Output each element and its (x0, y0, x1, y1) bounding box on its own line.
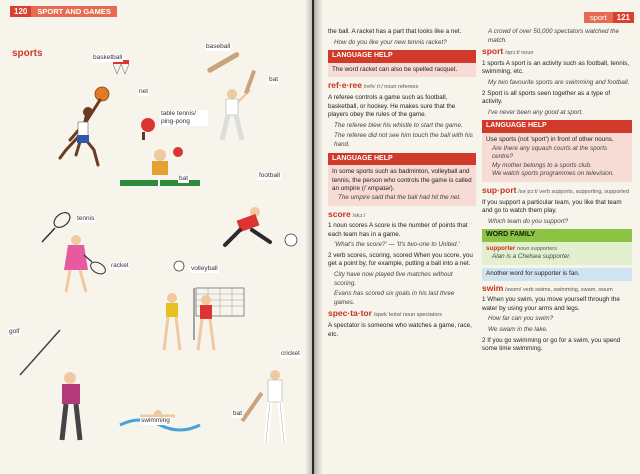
another-word-note: Another word for supporter is fan. (482, 268, 632, 281)
entry-support (482, 186, 632, 197)
language-help-box (482, 133, 632, 182)
word-family-title: WORD FAMILY (482, 229, 632, 242)
sports-illustrations (0, 30, 305, 474)
right-column-2 (482, 28, 632, 356)
left-page (0, 0, 312, 474)
example: The referee did not see him touch the ball with his hand. (334, 132, 473, 148)
example: We watch sports programmes on television. (492, 170, 615, 178)
definition: 2 verb scores, scoring, scored When you score, you get a point by, for example, putting a ball into a net. (328, 251, 473, 268)
label-racket: racket (111, 262, 129, 269)
definition: A referee controls a game such as football, basketball, or hockey. He makes sure that the players obey the rules of the game. (328, 93, 456, 119)
definition: If you support a particular team, you like that team and go to watch them play. (482, 198, 622, 215)
word-family-pos: noun supporters (517, 245, 557, 252)
label-bat-table-tennis: bat (179, 175, 189, 182)
entry-referee (328, 81, 476, 92)
example: My mother belongs to a sports club. (492, 161, 592, 169)
label-basketball: basketball (93, 54, 123, 61)
example: We swam in the lake. (488, 326, 548, 334)
example: Which team do you support? (488, 217, 569, 225)
headword-support: sup·port (482, 184, 517, 195)
right-page-header (584, 12, 634, 23)
pronunciation: /refəˈriː/ noun referees (363, 84, 419, 91)
definition: 1 When you swim, you move yourself through the water by using your arms and legs. (482, 296, 620, 312)
example: Alan is a Chelsea supporter. (492, 253, 571, 261)
example: The umpire said that the ball had hit the net. (338, 193, 461, 201)
golf-illustration (20, 330, 80, 440)
example: A crowd of over 50,000 spectators watched the match. (488, 28, 620, 44)
label-golf: golf (9, 328, 20, 335)
baseball-player-illustration (206, 51, 256, 140)
language-help-text: In some sports such as badminton, volleyball and tennis, the person who controls the game is called an umpire (/ˈʌmpaɪə/). (332, 168, 472, 193)
headword-swim: swim (482, 282, 504, 293)
pronunciation: /səˈpɔːt/ verb supports, supporting, supported (518, 188, 629, 195)
pronunciation: /skɔː/ (352, 212, 366, 219)
headword-score: score (328, 208, 351, 219)
label-volleyball: volleyball (191, 265, 218, 272)
definition: 2 If you go swimming or go for a swim, you spend some time swimming. (482, 336, 621, 353)
definition: 1 noun scores A score is the number of points that each team has in a game. (328, 222, 468, 238)
pronunciation: /spekˈteɪtə/ noun spectators (373, 312, 442, 319)
example: How far can you swim? (488, 315, 554, 323)
right-page (314, 0, 640, 474)
headword-sport: sport (482, 46, 504, 57)
page-number-left: 120 (10, 6, 31, 17)
label-bat-baseball: bat (269, 76, 279, 83)
word-family-box (482, 242, 632, 265)
football-illustration (225, 207, 297, 246)
label-cricket: cricket (281, 350, 300, 357)
example: The referee blew his whistle to start the game. (334, 121, 463, 129)
language-help-box (328, 165, 476, 205)
word-family-word: supporter (486, 244, 516, 252)
running-head-word: sport (584, 12, 613, 23)
label-net: net (139, 88, 149, 95)
example: My two favourite sports are swimming and football. (488, 78, 630, 86)
book-gutter (305, 0, 323, 474)
definition: 1 sports A sport is an activity such as football, tennis, swimming, etc. (482, 59, 630, 76)
label-bat-cricket: bat (233, 410, 243, 417)
example: I've never been any good at sport. (488, 108, 584, 116)
entry-sport (482, 47, 632, 58)
page-number-right: 121 (613, 12, 634, 23)
language-help-text: Use sports (not 'sport') in front of other nouns. (486, 135, 614, 143)
headword-sports: sports (12, 48, 43, 59)
right-column-1 (328, 28, 476, 341)
label-baseball: baseball (206, 43, 231, 50)
definition: 2 Sport is all sports seen together as a type of activity. (482, 89, 611, 106)
section-title: SPORT AND GAMES (31, 6, 116, 17)
left-page-header (10, 4, 117, 18)
entry-score (328, 210, 476, 221)
label-swimming: swimming (141, 417, 170, 424)
racket-continuation: the ball. A racket has a part that looks like a net. (328, 28, 462, 35)
language-help-title: LANGUAGE HELP (482, 120, 632, 133)
example: 'What's the score?' — 'It's two-one to United.' (334, 241, 460, 249)
basketball-player-illustration (60, 60, 129, 165)
headword-referee: ref·e·ree (328, 80, 363, 91)
language-help-box: The word racket can also be spelled racquet. (328, 63, 476, 78)
headword-spectator: spec·ta·tor (328, 308, 372, 319)
pronunciation: /spɔːt/ noun (505, 50, 534, 57)
example: How do you like your new tennis racket? (334, 38, 447, 46)
label-tennis: tennis (77, 215, 95, 222)
pronunciation: /swɪm/ verb swims, swimming, swam, swum (505, 286, 613, 293)
language-help-title: LANGUAGE HELP (328, 50, 476, 63)
example: Are there any squash courts at the sports centre? (492, 144, 608, 161)
definition: A spectator is someone who watches a game, race, etc. (328, 322, 472, 338)
cricket-illustration (241, 370, 284, 442)
label-football: football (259, 172, 280, 179)
example: City have now played five matches without scoring. (334, 271, 453, 287)
label-table-tennis: table tennis/ ping-pong (160, 110, 208, 126)
language-help-title: LANGUAGE HELP (328, 153, 476, 166)
entry-swim (482, 284, 632, 295)
volleyball-illustration (164, 261, 244, 350)
entry-spectator (328, 309, 476, 320)
tennis-illustration (42, 210, 107, 292)
example: Evans has scored six goals in his last three games. (334, 290, 455, 306)
